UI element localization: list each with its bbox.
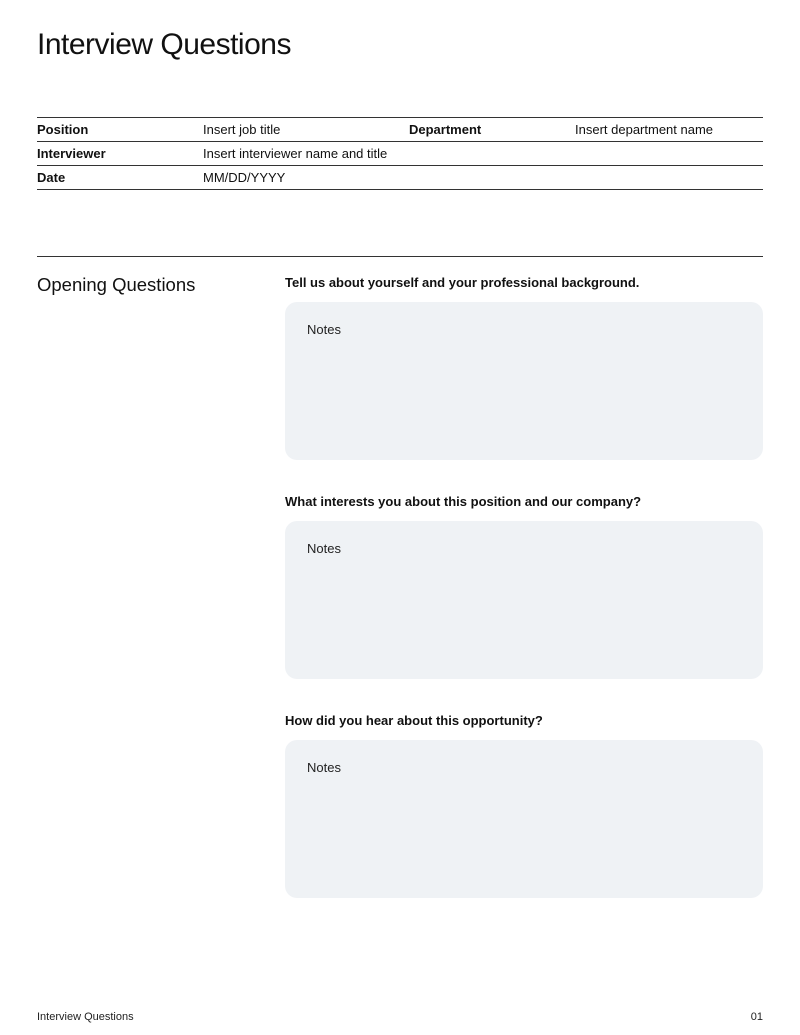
info-row-interviewer: [37, 142, 763, 166]
notes-label: Notes: [307, 541, 341, 556]
info-row-date: [37, 166, 763, 190]
question-text: How did you hear about this opportunity?: [285, 713, 543, 728]
question-block: [285, 494, 763, 556]
section-title: Opening Questions: [37, 274, 196, 295]
notes-box[interactable]: [285, 521, 763, 679]
date-label: Date: [37, 170, 66, 185]
info-table: [37, 117, 763, 190]
question-block: [285, 713, 763, 775]
department-field[interactable]: Insert department name: [575, 122, 714, 137]
section-divider: [37, 256, 763, 257]
info-row-position: [37, 118, 763, 142]
notes-label: Notes: [307, 322, 341, 337]
position-field[interactable]: Insert job title: [203, 122, 281, 137]
page-number: 01: [750, 1011, 763, 1023]
page-title: Interview Questions: [37, 28, 291, 61]
question-text: Tell us about yourself and your professional background.: [285, 275, 640, 290]
question-block: [285, 275, 763, 337]
footer-doc-name: Interview Questions: [37, 1011, 134, 1023]
interviewer-label: Interviewer: [37, 146, 106, 161]
notes-box[interactable]: [285, 740, 763, 898]
position-label: Position: [37, 122, 89, 137]
department-label: Department: [409, 122, 482, 137]
notes-box[interactable]: [285, 302, 763, 460]
notes-label: Notes: [307, 760, 341, 775]
interviewer-field[interactable]: Insert interviewer name and title: [203, 146, 388, 161]
question-text: What interests you about this position and our company?: [285, 494, 642, 509]
date-field[interactable]: MM/DD/YYYY: [203, 170, 286, 185]
